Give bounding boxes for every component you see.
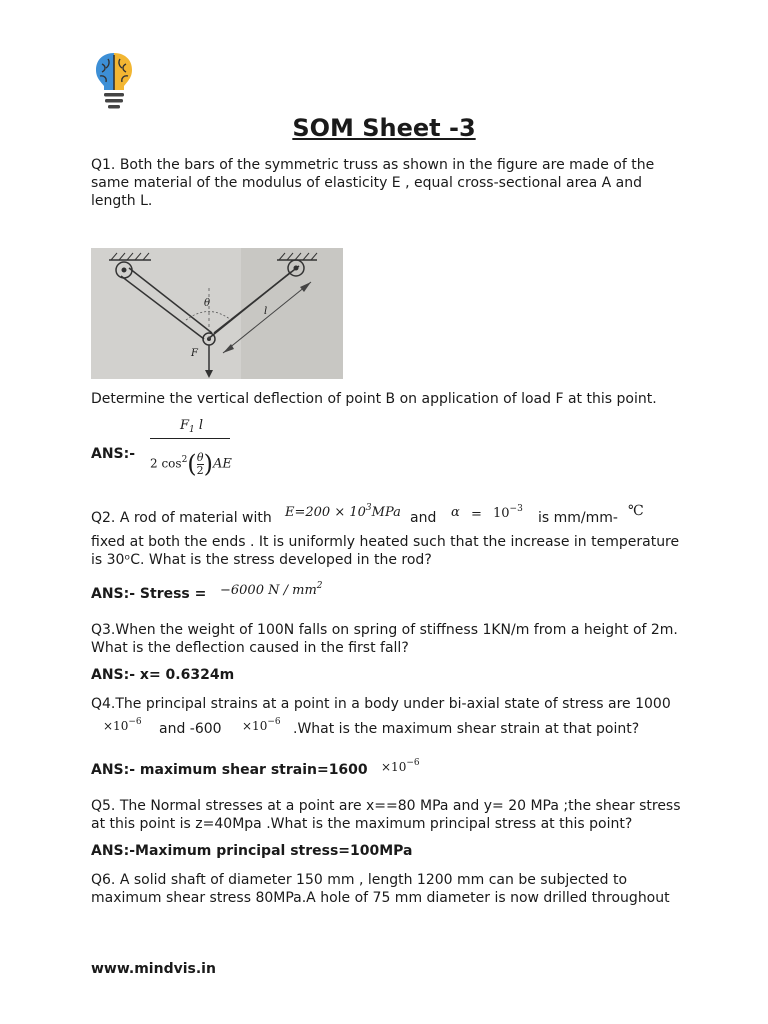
q2-alpha-value: $10^{-3}$ <box>493 504 523 521</box>
q4-text: Q4.The principal strains at a point in a body under bi-axial state of stress are 1000 <box>91 696 671 712</box>
q3-text: Q3.When the weight of 100N falls on spring of stiffness 1KN/m from a height of 2m. What is the deflection caused in the first fall? <box>91 622 678 656</box>
q4-multiplier-2: $\times 10^{-6}$ <box>242 717 281 733</box>
q6-text: Q6. A solid shaft of diameter 150 mm , length 1200 mm can be subjected to maximum shear stress 80MPa.A hole of 75 mm diameter is now drilled throughout <box>91 872 670 906</box>
theta-label: θ <box>204 298 211 309</box>
truss-figure <box>91 248 343 379</box>
q1-text: Q1. Both the bars of the symmetric truss as shown in the figure are made of the same material of the modulus of elasticity E , equal cross-sectional area A and length L. <box>91 157 655 209</box>
q5-text: Q5. The Normal stresses at a point are x==80 MPa and y= 20 MPa ;the shear stress at this point is z=40Mpa .What is the maximum principal stress at this point? <box>91 798 681 832</box>
footer-website-link[interactable]: www.mindvis.in <box>91 961 216 977</box>
page-title: SOM Sheet -3 <box>292 114 476 142</box>
q2-text: fixed at both the ends . It is uniformly heated such that the increase in temperature is 30ᵒC. What is the stress developed in the rod? <box>91 534 680 568</box>
q4-answer: ANS:- maximum shear strain=1600 <box>91 762 368 778</box>
q1-formula-numerator: $F_1$ l <box>180 418 204 435</box>
q4-and-text: and -600 <box>159 721 222 737</box>
q2-e-expression: $E=200 \times 10^3MPa$ <box>285 503 401 520</box>
degree-celsius-symbol: ℃ <box>628 503 644 519</box>
q2-unit-text: is mm/mm- <box>538 510 618 526</box>
q4-tail: .What is the maximum shear strain at that point? <box>293 721 640 737</box>
q2-and: and <box>410 510 437 526</box>
force-label: F <box>191 348 198 359</box>
q1-formula-denominator: 2 $\cos^2$( $\frac{\theta}{2}$ )AE <box>150 450 232 478</box>
q2-prefix: Q2. A rod of material with <box>91 510 272 526</box>
q2-equals: = <box>471 507 482 522</box>
q4-answer-multiplier: $\times 10^{-6}$ <box>381 758 420 774</box>
q3-answer: ANS:- x= 0.6324m <box>91 667 235 683</box>
brain-lightbulb-icon <box>92 50 136 112</box>
q2-ans-value: −6000 N / $mm^2$ <box>220 581 323 598</box>
q4-multiplier-1: $\times 10^{-6}$ <box>103 717 142 733</box>
q5-answer: ANS:-Maximum principal stress=100MPa <box>91 843 413 859</box>
length-label: l <box>264 306 268 317</box>
q2-ans-label: ANS:- Stress = <box>91 586 207 602</box>
fraction-bar <box>150 438 230 439</box>
q2-alpha: α <box>451 505 460 520</box>
q1-question: Determine the vertical deflection of point B on application of load F at this point. <box>91 391 657 407</box>
q1-ans-label: ANS:- <box>91 446 136 462</box>
